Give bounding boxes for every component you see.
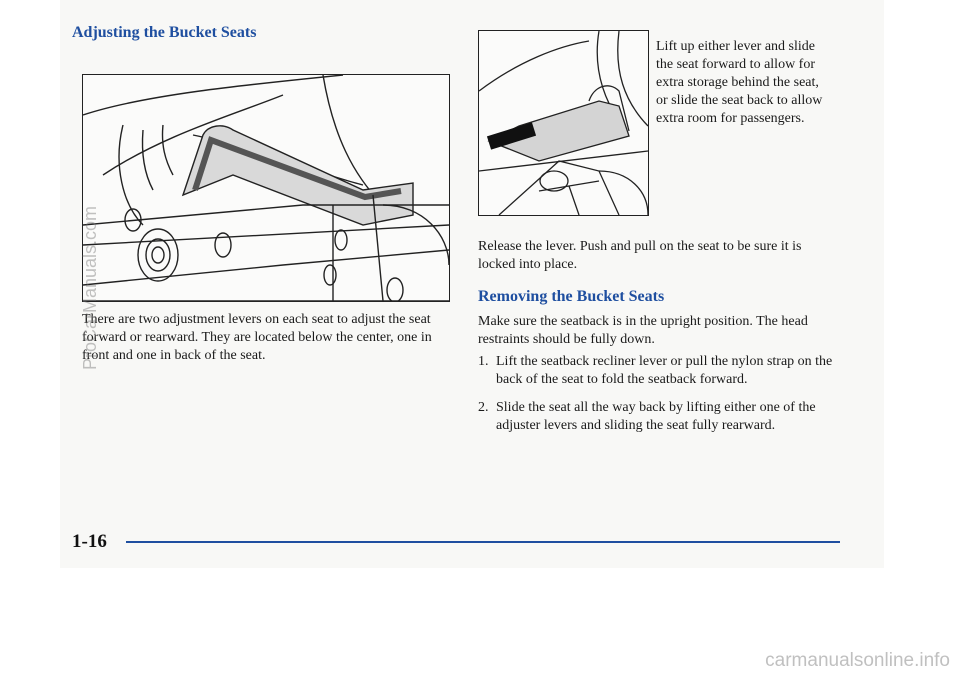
removal-steps-list — [478, 353, 840, 445]
removal-step — [478, 399, 840, 435]
removing-intro-paragraph: Make sure the seatback is in the upright position. The head restraints should be fully down. — [478, 314, 808, 347]
lever-instruction-caption: Lift up either lever and slide the seat forward to allow for extra storage behind the seat, or slide the seat back to allow extra room for passengers. — [656, 39, 823, 126]
side-watermark: ProCarManuals.com — [80, 205, 100, 370]
section-heading-adjusting: Adjusting the Bucket Seats — [72, 24, 257, 41]
removal-step — [478, 353, 840, 389]
page-number: 1-16 — [72, 531, 107, 552]
step-number: 1. — [478, 354, 489, 369]
step-text: Slide the seat all the way back by lifting either one of the adjuster levers and sliding the seat fully rearward. — [496, 400, 816, 433]
step-text: Lift the seatback recliner lever or pull the nylon strap on the back of the seat to fold the seatback forward. — [496, 354, 833, 387]
seat-lever-closeup-drawing — [479, 31, 648, 215]
section-heading-removing: Removing the Bucket Seats — [478, 288, 665, 305]
footer-rule — [126, 541, 840, 543]
release-lever-paragraph: Release the lever. Push and pull on the seat to be sure it is locked into place. — [478, 239, 802, 272]
seat-lever-illustration — [82, 74, 450, 302]
adjusting-paragraph: There are two adjustment levers on each seat to adjust the seat forward or rearward. They are located below the center, one in front and one in back of the seat. — [82, 312, 432, 363]
seat-lever-closeup-illustration — [478, 30, 649, 216]
seat-lever-drawing — [83, 75, 449, 301]
step-number: 2. — [478, 400, 489, 415]
bottom-watermark: carmanualsonline.info — [765, 650, 950, 671]
